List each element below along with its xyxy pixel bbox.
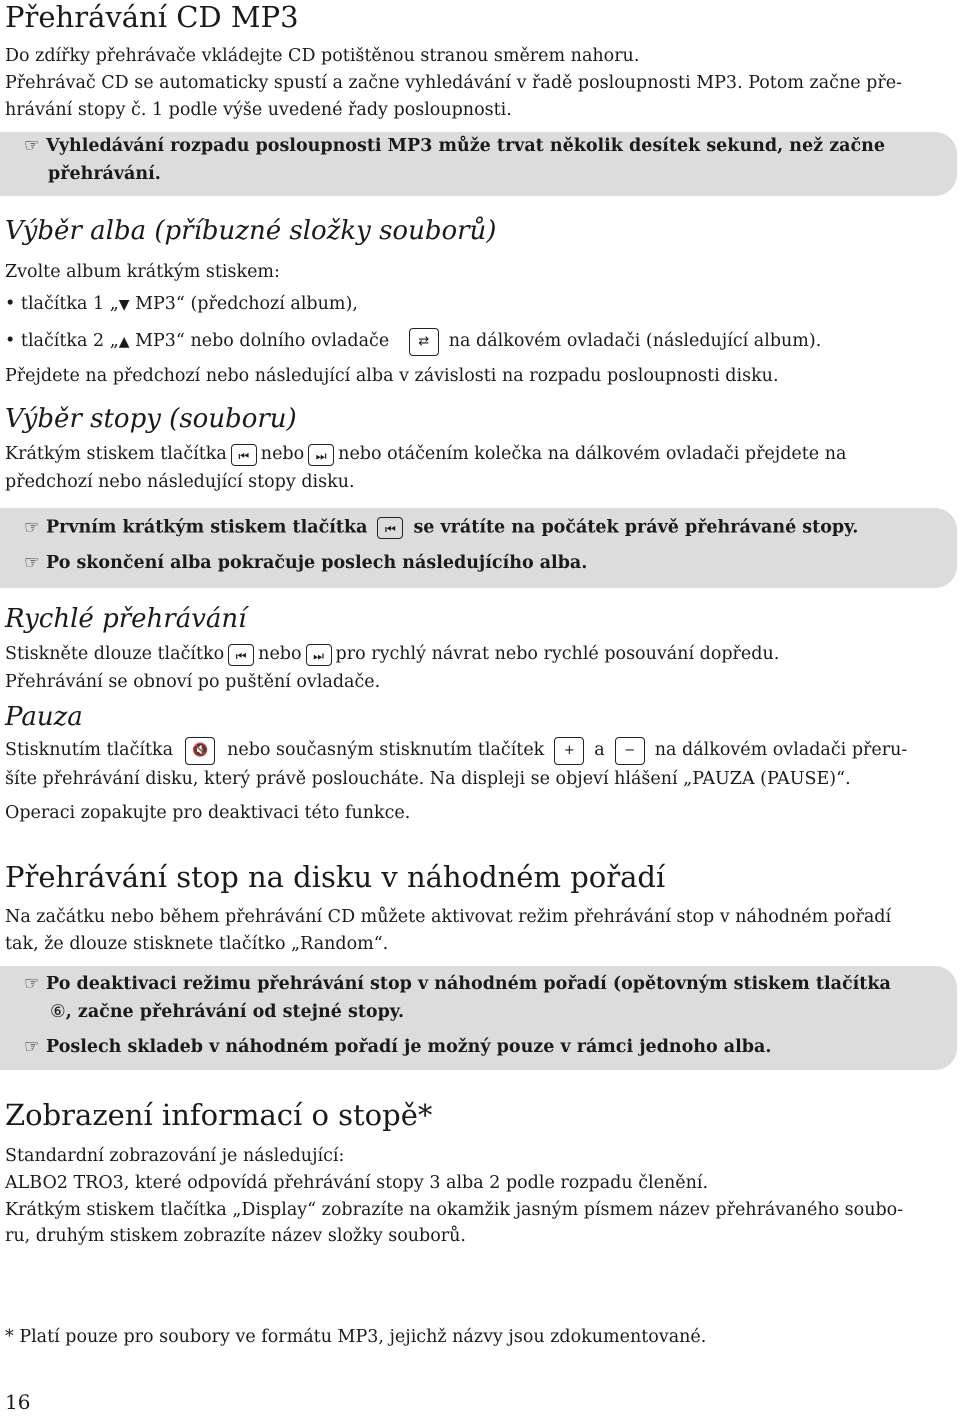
- note-box-track: ☞ Prvním krátkým stiskem tlačítka ⏮ se vrátíte na počátek právě přehrávané stopy. ☞ Po skončení alba pokračuje poslech následujícího alba.: [0, 508, 957, 588]
- note-text: přehrávání.: [48, 164, 161, 184]
- section-title-track-select: Výběr stopy (souboru): [5, 404, 297, 434]
- paragraph-line: předchozí nebo následující stopy disku.: [5, 472, 355, 492]
- paragraph-line: Krátkým stiskem tlačítka ⏮ nebo ⏭ nebo otáčením kolečka na dálkovém ovladači přejdete na: [5, 444, 847, 464]
- pointing-hand-icon: ☞: [24, 974, 40, 994]
- section-title-cd-mp3: Přehrávání CD MP3: [5, 0, 299, 34]
- page-number: 16: [5, 1390, 31, 1414]
- paragraph-line: Do zdířky přehrávače vkládejte CD potištěnou stranou směrem nahoru.: [5, 46, 640, 66]
- paragraph-line: Stiskněte dlouze tlačítko ⏮ nebo ⏭ pro rychlý návrat nebo rychlé posouvání dopředu.: [5, 644, 780, 664]
- paragraph-line: Přehrávač CD se automaticky spustí a začne vyhledávání v řadě posloupnosti MP3. Potom začne pře-: [5, 73, 903, 93]
- mute-icon: 🔇: [185, 737, 215, 765]
- paragraph-line: ALBO2 TRO3, které odpovídá přehrávání stopy 3 alba 2 podle rozpadu členění.: [5, 1173, 709, 1193]
- pointing-hand-icon: ☞: [24, 553, 40, 573]
- section-title-random: Přehrávání stop na disku v náhodném pořadí: [5, 860, 666, 894]
- note-box-random: ☞ Po deaktivaci režimu přehrávání stop v náhodném pořadí (opětovným stiskem tlačítka ⑥, začne přehrávání od stejné stopy. ☞ Poslech skladeb v náhodném pořadí je možný pouze v rámci jednoho alba.: [0, 966, 957, 1070]
- pointing-hand-icon: ☞: [24, 517, 40, 538]
- section-title-fast-play: Rychlé přehrávání: [5, 604, 247, 634]
- mode-switch-icon: ⇄: [409, 328, 439, 356]
- pointing-hand-icon: ☞: [24, 1037, 40, 1057]
- footnote: * Platí pouze pro soubory ve formátu MP3, jejichž názvy jsou zdokumentované.: [5, 1327, 707, 1347]
- next-track-icon: ⏭: [308, 444, 334, 466]
- paragraph-line: Standardní zobrazování je následující:: [5, 1146, 345, 1166]
- section-title-pause: Pauza: [5, 702, 83, 732]
- paragraph-line: Krátkým stiskem tlačítka „Display“ zobrazíte na okamžik jasným písmem název přehrávaného soubo-: [5, 1200, 904, 1220]
- note-box-search: [0, 132, 957, 196]
- section-title-album-select: Výběr alba (příbuzné složky souborů): [5, 216, 497, 246]
- section-title-track-info: Zobrazení informací o stopě*: [5, 1098, 433, 1132]
- volume-down-icon: −: [615, 737, 645, 765]
- bullet-icon: •: [5, 331, 16, 351]
- paragraph-line: Na začátku nebo během přehrávání CD můžete aktivovat režim přehrávání stop v náhodném pořadí: [5, 907, 892, 927]
- paragraph-line: hrávání stopy č. 1 podle výše uvedené řady posloupnosti.: [5, 100, 512, 120]
- pointing-hand-icon: ☞: [24, 136, 40, 156]
- bullet-item-previous-album: • tlačítka 1 „▼ MP3“ (předchozí album),: [5, 294, 358, 314]
- button-six-icon: ⑥: [50, 1002, 66, 1022]
- next-track-icon: ⏭: [306, 644, 332, 666]
- paragraph-line: Stisknutím tlačítka 🔇 nebo současným stisknutím tlačítek + a − na dálkovém ovladači přeru-: [5, 736, 907, 765]
- bullet-icon: •: [5, 294, 16, 314]
- down-arrow-icon: ▼: [118, 297, 130, 313]
- paragraph-line: Zvolte album krátkým stiskem:: [5, 262, 280, 282]
- paragraph-line: Přehrávání se obnoví po puštění ovladače.: [5, 672, 381, 692]
- paragraph-line: tak, že dlouze stisknete tlačítko „Random“.: [5, 934, 389, 954]
- bullet-item-next-album: • tlačítka 2 „▲ MP3“ nebo dolního ovladače ⇄ na dálkovém ovladači (následující album).: [5, 327, 821, 356]
- paragraph-line: Operaci zopakujte pro deaktivaci této funkce.: [5, 803, 411, 823]
- previous-track-icon: ⏮: [231, 444, 257, 466]
- up-arrow-icon: ▲: [118, 334, 130, 350]
- paragraph-line: Přejdete na předchozí nebo následující alba v závislosti na rozpadu posloupnosti disku.: [5, 366, 779, 386]
- note-text: Vyhledávání rozpadu posloupnosti MP3 může trvat několik desítek sekund, než začne: [46, 136, 885, 156]
- paragraph-line: ru, druhým stiskem zobrazíte název složky souborů.: [5, 1226, 466, 1246]
- previous-track-icon: ⏮: [377, 517, 403, 539]
- previous-track-icon: ⏮: [228, 644, 254, 666]
- paragraph-line: šíte přehrávání disku, který právě posloucháte. Na displeji se objeví hlášení „PAUZA (PAUSE)“.: [5, 769, 851, 789]
- volume-up-icon: +: [554, 737, 584, 765]
